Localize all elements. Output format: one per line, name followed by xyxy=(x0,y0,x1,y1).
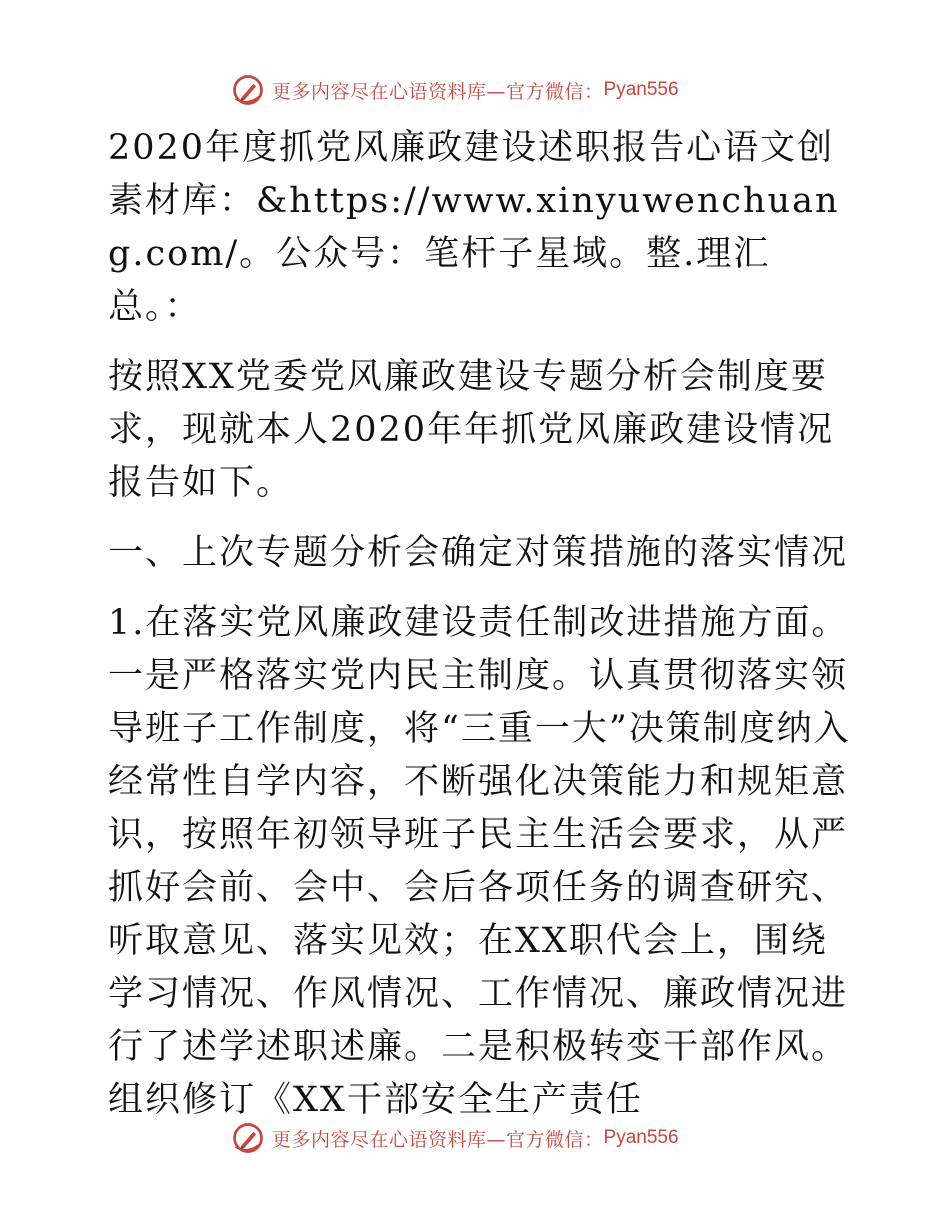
body-paragraph: 1.在落实党风廉政建设责任制改进措施方面。一是严格落实党内民主制度。认真贯彻落实领导班子工作制度，将“三重一大”决策制度纳入经常性自学内容，不断强化决策能力和规矩意识，按照年初领导班子民主生活会要求，从严抓好会前、会中、会后各项任务的调查研究、听取意见、落实见效；在XX职代会上，围绕学习情况、作风情况、工作情况、廉政情况进行了述学述职述廉。二是积极转变干部作风。组织修订《XX干部安全生产责任 xyxy=(108,603,851,1120)
pen-logo-icon xyxy=(230,72,266,108)
watermark-header xyxy=(230,70,679,110)
watermark-text: 更多内容尽在心语资料库—官方微信： xyxy=(272,80,604,103)
section-heading: 一、上次专题分析会确定对策措施的落实情况 xyxy=(108,533,849,573)
watermark-wechat-id: Pyan556 xyxy=(603,1127,679,1148)
pen-logo-icon xyxy=(230,1120,266,1156)
watermark-footer xyxy=(230,1118,679,1158)
opening-paragraph: 按照XX党委党风廉政建设专题分析会制度要求，现就本人2020年年抓党风廉政建设情况报告如下。 xyxy=(108,357,835,503)
document-body xyxy=(98,122,858,1144)
watermark-wechat-id: Pyan556 xyxy=(603,79,679,100)
intro-paragraph: 2020年度抓党风廉政建设述职报告心语文创素材库：&https://www.xinyuwenchuang.com/。公众号：笔杆子星域。整.理汇总。： xyxy=(108,128,840,327)
watermark-text: 更多内容尽在心语资料库—官方微信： xyxy=(272,1128,604,1151)
